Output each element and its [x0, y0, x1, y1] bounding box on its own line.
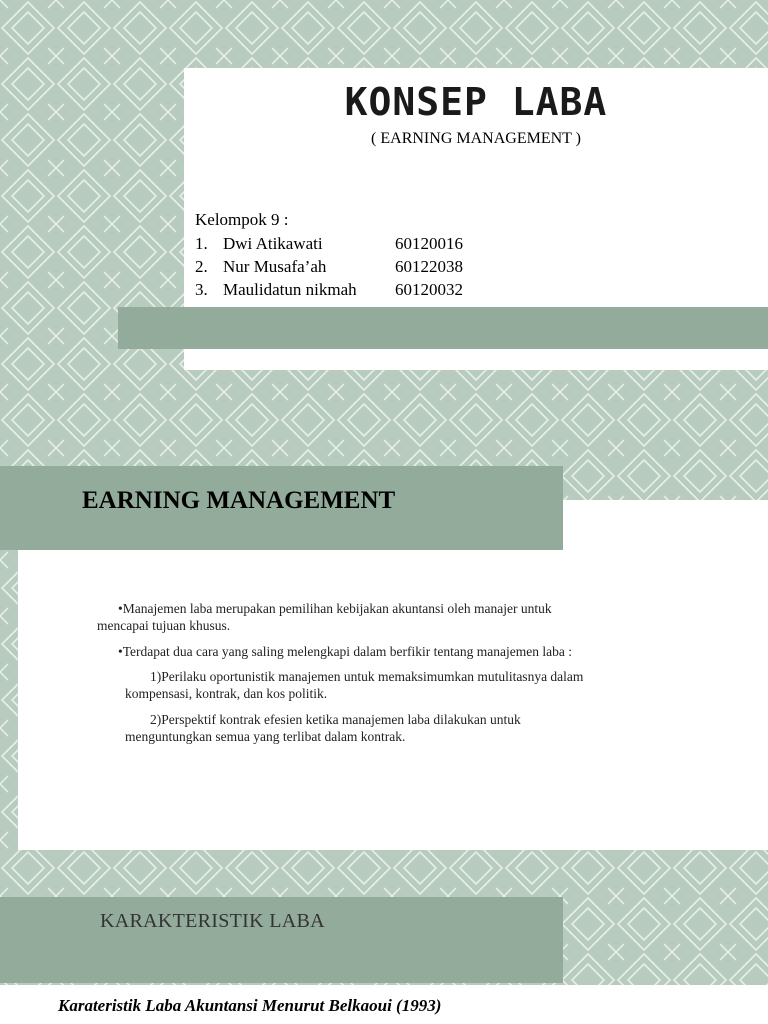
member-name: Dwi Atikawati: [223, 234, 323, 253]
bullet-text: •Terdapat dua cara yang saling melengkapi dalam berfikir tentang manajemen laba :: [118, 644, 572, 659]
point-text-cont: menguntungkan semua yang terlibat dalam kontrak.: [125, 729, 406, 744]
group-label: Kelompok 9 :: [195, 210, 289, 229]
member-row: [195, 234, 463, 254]
section-subtitle: Karateristik Laba Akuntansi Menurut Belkaoui (1993): [58, 996, 442, 1015]
member-number: 3.: [195, 280, 208, 299]
point-text-cont: kompensasi, kontrak, dan kos politik.: [125, 686, 328, 701]
section-title: KARAKTERISTIK LABA: [100, 910, 325, 932]
point-text: 2)Perspektif kontrak efesien ketika manajemen laba dilakukan untuk: [150, 712, 521, 727]
accent-band: [118, 307, 768, 349]
bullet-text-cont: mencapai tujuan khusus.: [97, 618, 231, 633]
member-id: 60122038: [395, 257, 463, 276]
slide-subtitle: ( EARNING MANAGEMENT ): [371, 130, 581, 147]
member-row: [195, 257, 463, 277]
slide-title: KONSEP LABA: [344, 80, 608, 124]
member-number: 1.: [195, 234, 208, 253]
member-id: 60120016: [395, 234, 463, 253]
member-number: 2.: [195, 257, 208, 276]
section-title: EARNING MANAGEMENT: [82, 487, 396, 514]
member-row: [195, 280, 463, 300]
bullet-text: •Manajemen laba merupakan pemilihan kebijakan akuntansi oleh manajer untuk: [118, 601, 552, 616]
member-name: Nur Musafa’ah: [223, 257, 327, 276]
point-text: 1)Perilaku oportunistik manajemen untuk memaksimumkan mutulitasnya dalam: [150, 669, 584, 684]
member-id: 60120032: [395, 280, 463, 299]
member-name: Maulidatun nikmah: [223, 280, 357, 299]
